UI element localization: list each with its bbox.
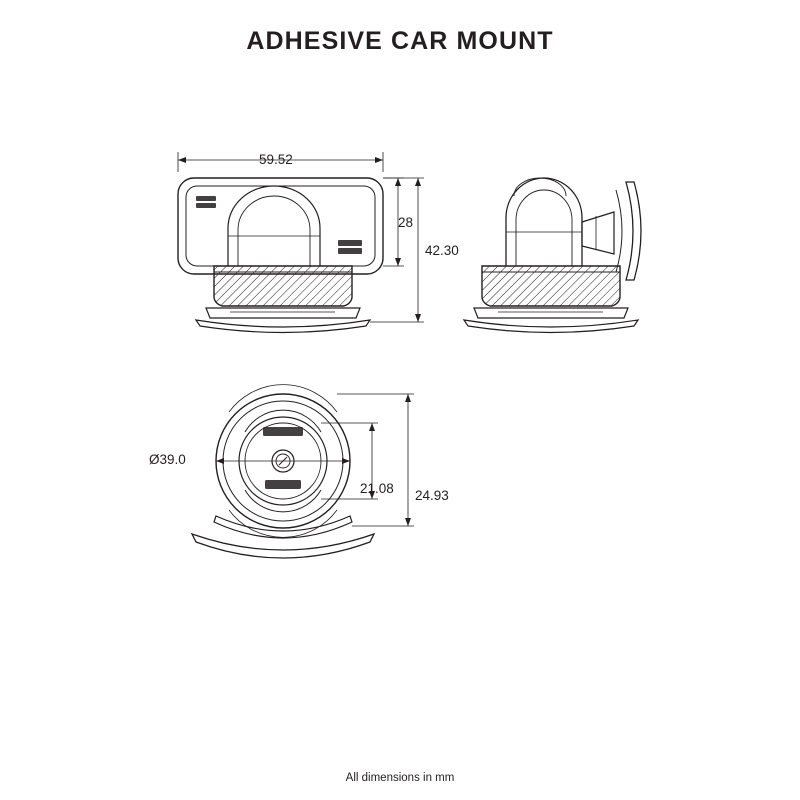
dimension-label-height-outer-top: 24.93 [415,488,449,503]
side-elevation-view [464,178,641,333]
top-plan-view [192,385,414,558]
page-title: ADHESIVE CAR MOUNT [246,27,554,55]
dimension-label-height-total: 42.30 [425,243,459,258]
dimension-label-height-body: 28 [398,215,414,230]
dimension-label-diameter-top: Ø39.0 [149,452,186,467]
front-elevation-view [178,152,424,333]
units-note: All dimensions in mm [345,772,455,784]
dimension-label-height-inner-top: 21.08 [360,481,394,496]
dimension-label-width-front: 59.52 [259,152,293,167]
